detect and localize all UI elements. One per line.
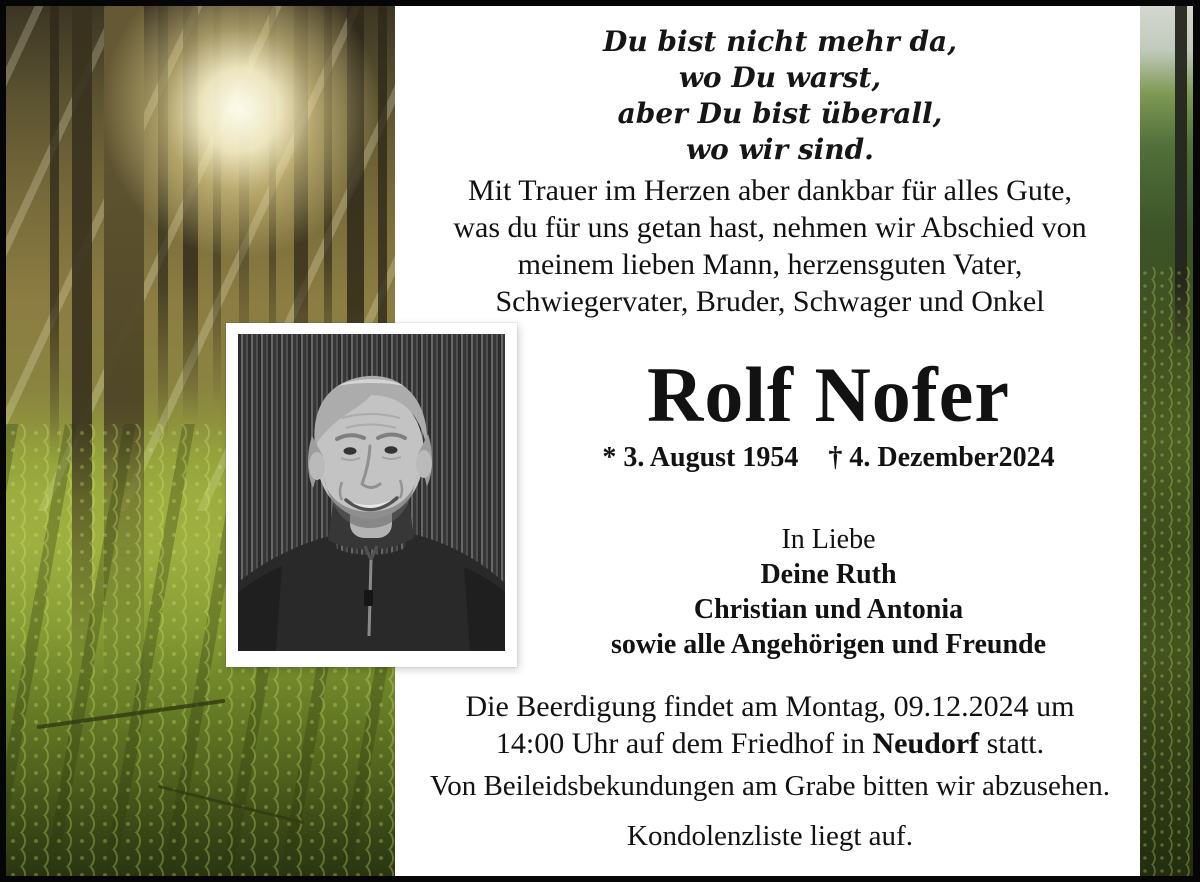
zipper-pull (364, 590, 373, 606)
life-dates (517, 442, 1140, 474)
portrait-photo (238, 334, 505, 651)
mourner: Christian und Antonia (693, 594, 964, 625)
deceased-block (517, 352, 1140, 474)
intro-line: Mit Trauer im Herzen aber dankbar für alles Gute, (468, 174, 1072, 207)
intro-paragraph (400, 172, 1140, 320)
intro-line: Schwiegervater, Bruder, Schwager und Onkel (495, 285, 1045, 318)
condolence-list-note: Kondolenzliste liegt auf. (627, 820, 913, 852)
farewell-block (517, 522, 1140, 662)
farewell-intro: In Liebe (781, 524, 876, 555)
intro-line: was du für uns getan hast, nehmen wir Abschied von (453, 211, 1087, 244)
sun-glow (101, 6, 391, 291)
ear-left (309, 452, 325, 480)
memorial-quote (420, 24, 1140, 168)
death-date: † 4. Dezember2024 (828, 441, 1055, 473)
quote-line: wo Du warst, (678, 61, 882, 94)
funeral-line: Die Beerdigung findet am Montag, 09.12.2024 um (465, 690, 1075, 723)
portrait-photo-frame (226, 323, 517, 667)
tree-trunk (50, 6, 59, 485)
deceased-name: Rolf Nofer (646, 351, 1011, 438)
funeral-place: Neudorf (872, 727, 980, 760)
quote-line: wo wir sind. (686, 133, 874, 166)
funeral-line (400, 725, 1140, 762)
quote-line: aber Du bist überall, (617, 97, 943, 130)
intro-line: meinem lieben Mann, herzensguten Vater, (517, 248, 1023, 281)
quote-line: Du bist nicht mehr da, (603, 25, 957, 58)
mourner: Deine Ruth (760, 559, 897, 590)
mourner: sowie alle Angehörigen und Freunde (610, 629, 1047, 660)
eye-left (344, 447, 357, 455)
portrait-illustration (238, 334, 505, 651)
eye-right (385, 446, 398, 454)
condolence-note: Von Beileidsbekundungen am Grabe bitten wir abzusehen. (430, 770, 1110, 802)
funeral-line-pre: 14:00 Uhr auf dem Friedhof in (495, 727, 865, 760)
funeral-line-post: statt. (986, 727, 1045, 760)
forest-photo-right (1140, 6, 1193, 876)
funeral-info (400, 688, 1140, 762)
birth-date: * 3. August 1954 (602, 441, 799, 473)
moss-ground (1140, 267, 1193, 876)
ear-right (416, 450, 432, 478)
